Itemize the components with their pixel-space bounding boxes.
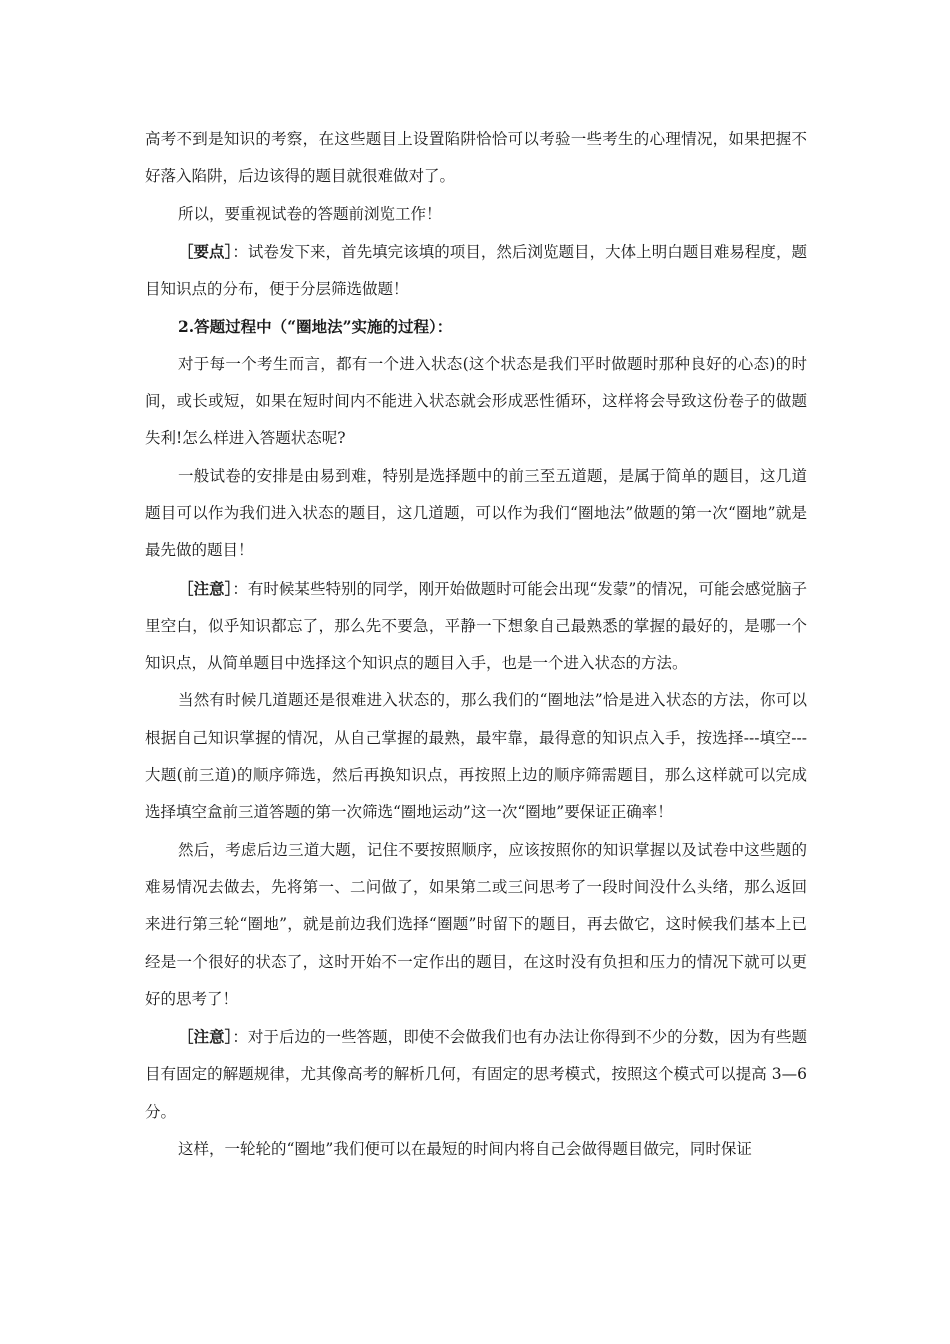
- key-point-tag: ［要点］: [178, 241, 233, 261]
- paragraph-later-questions: 然后，考虑后边三道大题，记住不要按照顺序，应该按照你的知识掌握以及试卷中这些题的难易情况去做去，先将第一、二问做了，如果第二或三问思考了一段时间没什么头绪，那么返回来进行第三轮“圈地”，就是前边我们选择“圈题”时留下的题目，再去做它，这时候我们基本上已经是一个很好的状态了，这时开始不一定作出的题目，在这时没有负担和压力的情况下就可以更好的思考了！: [145, 840, 807, 1008]
- paragraph-entering-state: 对于每一个考生而言，都有一个进入状态(这个状态是我们平时做题时那种良好的心态)的时间，或长或短，如果在短时间内不能进入状态就会形成恶性循环，这样将会导致这份卷子的做题失利!怎么样进入答题状态呢?: [145, 354, 807, 448]
- note-text: ：对于后边的一些答题，即使不会做我们也有办法让你得到不少的分数，因为有些题目有固定的解题规律，尤其像高考的解析几何，有固定的思考模式，按照这个模式可以提高 3—6 分。: [145, 1028, 807, 1121]
- paragraph-continuation: 高考不到是知识的考察，在这些题目上设置陷阱恰恰可以考验一些考生的心理情况，如果把握不好落入陷阱，后边该得的题目就很难做对了。: [145, 130, 807, 186]
- paragraph-easy-questions: 一般试卷的安排是由易到难，特别是选择题中的前三至五道题，是属于简单的题目，这几道题目可以作为我们进入状态的题目，这几道题，可以作为我们“圈地法”做题的第一次“圈地”就是最先做的题目！: [145, 466, 807, 560]
- note-tag: ［注意］: [178, 1027, 233, 1047]
- paragraph-review-emphasis: 所以，要重视试卷的答题前浏览工作！: [178, 204, 442, 223]
- section-heading: 2.答题过程中（“圈地法”实施的过程）：: [178, 317, 453, 337]
- paragraph-note-partial-credit: [145, 1018, 807, 1131]
- note-text: ：有时候某些特别的同学，刚开始做题时可能会出现“发蒙”的情况，可能会感觉脑子里空白，似乎知识都忘了，那么先不要急，平静一下想象自己最熟悉的掌握的最好的，是哪一个知识点，从简单题目中选择这个知识点的题目入手，也是一个进入状态的方法。: [145, 579, 807, 673]
- paragraph-key-point: [145, 233, 807, 309]
- key-point-text: ：试卷发下来，首先填完该填的项目，然后浏览题目，大体上明白题目难易程度，题目知识点的分布，便于分层筛选做题！: [145, 242, 807, 299]
- paragraph-circle-method: 当然有时候几道题还是很难进入状态的，那么我们的“圈地法”恰是进入状态的方法，你可以根据自己知识掌握的情况，从自己掌握的最熟，最牢靠，最得意的知识点入手，按选择---填空---大题(前三道)的顺序筛选，然后再换知识点，再按照上边的顺序筛需题目，那么这样就可以完成选择填空盒前三道答题的第一次筛选“圈地运动”这一次“圈地”要保证正确率！: [145, 691, 807, 822]
- note-tag: ［注意］: [178, 578, 233, 598]
- document-body: [145, 121, 807, 1168]
- paragraph-note-blank-mind: [145, 570, 807, 683]
- paragraph-conclusion: 这样，一轮轮的“圈地”我们便可以在最短的时间内将自己会做得题目做完，同时保证: [178, 1140, 752, 1159]
